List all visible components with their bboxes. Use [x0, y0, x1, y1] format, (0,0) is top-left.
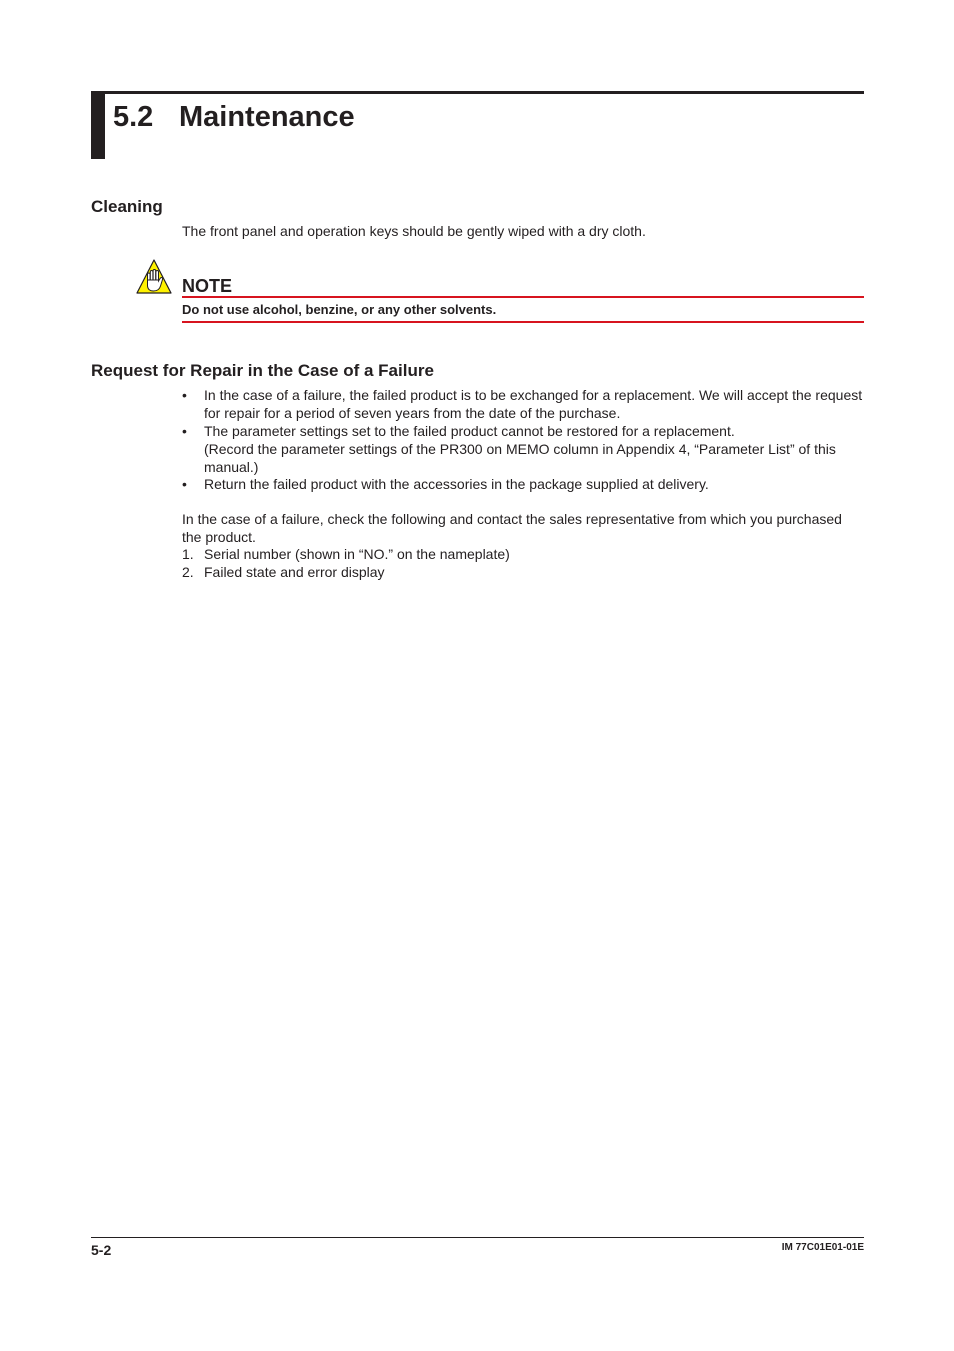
section-title-rule	[105, 91, 864, 94]
note-top-rule	[182, 296, 864, 298]
cleaning-text: The front panel and operation keys should be gently wiped with a dry cloth.	[182, 223, 646, 239]
bullet-marker: •	[182, 387, 187, 403]
numbered-item: Serial number (shown in “NO.” on the nameplate)	[204, 546, 510, 562]
document-id: IM 77C01E01-01E	[781, 1242, 864, 1253]
footer-rule	[91, 1237, 864, 1238]
numbered-marker: 2.	[182, 564, 194, 580]
numbered-item: Failed state and error display	[204, 564, 385, 580]
bullet-marker: •	[182, 476, 187, 492]
section-title	[113, 99, 355, 135]
hand-caution-icon	[136, 259, 172, 294]
list-item-text: The parameter settings set to the failed product cannot be restored for a replacement.	[204, 423, 735, 439]
note-text: Do not use alcohol, benzine, or any other solvents.	[182, 302, 497, 317]
section-title-bar	[91, 91, 105, 159]
numbered-marker: 1.	[182, 546, 194, 562]
list-item	[204, 422, 864, 476]
page-number: 5-2	[91, 1242, 112, 1258]
section-title-text: Maintenance	[179, 101, 355, 133]
repair-intro: In the case of a failure, check the following and contact the sales representative from which you purchased the product.	[182, 511, 842, 545]
note-bottom-rule	[182, 321, 864, 323]
section-number: 5.2	[113, 101, 154, 133]
bullet-marker: •	[182, 423, 187, 439]
list-item-subtext: (Record the parameter settings of the PR300 on MEMO column in Appendix 4, “Parameter List” of this manual.)	[204, 441, 836, 475]
cleaning-heading: Cleaning	[91, 197, 163, 216]
repair-heading: Request for Repair in the Case of a Failure	[91, 361, 434, 380]
list-item: Return the failed product with the accessories in the package supplied at delivery.	[204, 476, 709, 492]
note-label: NOTE	[182, 276, 233, 296]
list-item: In the case of a failure, the failed product is to be exchanged for a replacement. We will accept the request for repair for a period of seven years from the date of the purchase.	[204, 387, 863, 421]
